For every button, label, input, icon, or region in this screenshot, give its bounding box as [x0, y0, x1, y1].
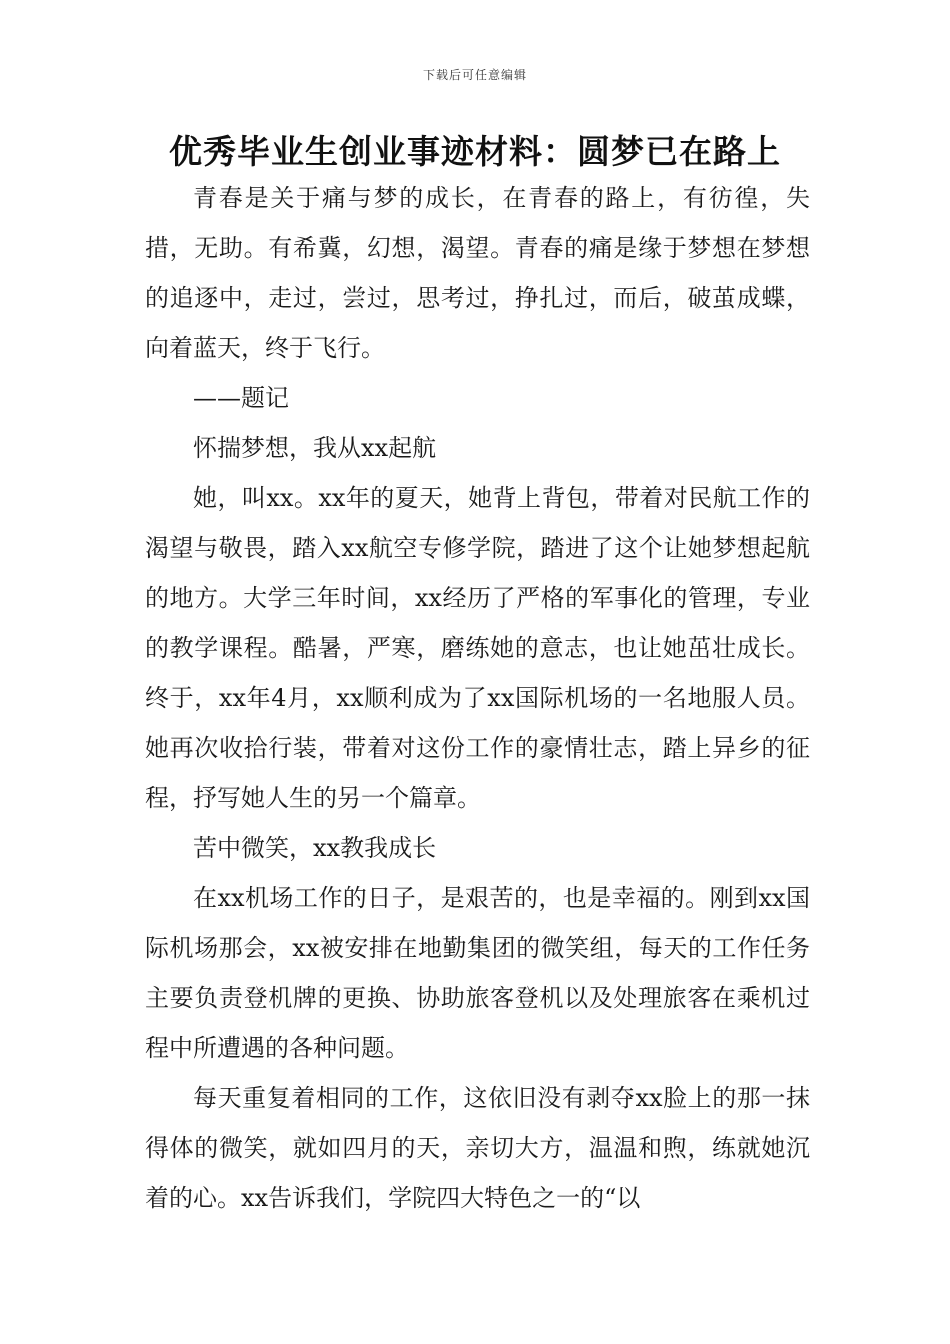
paragraph-airport-work: 在xx机场工作的日子，是艰苦的，也是幸福的。刚到xx国际机场那会，xx被安排在地勤集团的微笑组，每天的工作任务主要负责登机牌的更换、协助旅客登机以及处理旅客在乘机过程中所遭遇的各种问题。 [145, 884, 810, 1062]
section-heading-dream: 怀揣梦想，我从xx起航 [193, 434, 437, 462]
document-body [145, 173, 810, 1223]
section-heading-smile: 苦中微笑，xx教我成长 [193, 834, 437, 862]
header-note: 下载后可任意编辑 [422, 68, 527, 82]
document-title: 优秀毕业生创业事迹材料：圆梦已在路上 [169, 132, 781, 171]
paragraph-preface: 青春是关于痛与梦的成长，在青春的路上，有彷徨，失措，无助。有希冀，幻想，渴望。青春的痛是缘于梦想在梦想的追逐中，走过，尝过，思考过，挣扎过，而后，破茧成蝶，向着蓝天，终于飞行。 [145, 184, 810, 362]
paragraph-introduction: 她，叫xx。xx年的夏天，她背上背包，带着对民航工作的渴望与敬畏，踏入xx航空专修学院，踏进了这个让她梦想起航的地方。大学三年时间，xx经历了严格的军事化的管理，专业的教学课程。酷暑，严寒，磨练她的意志，也让她茁壮成长。终于，xx年4月，xx顺利成为了xx国际机场的一名地服人员。她再次收拾行装，带着对这份工作的豪情壮志，踏上异乡的征程，抒写她人生的另一个篇章。 [145, 484, 810, 812]
paragraph-daily-routine: 每天重复着相同的工作，这依旧没有剥夺xx脸上的那一抹得体的微笑，就如四月的天，亲切大方，温温和煦，练就她沉着的心。xx告诉我们，学院四大特色之一的“以 [145, 1084, 810, 1212]
paragraph-epigraph-attribution: ——题记 [193, 384, 289, 412]
